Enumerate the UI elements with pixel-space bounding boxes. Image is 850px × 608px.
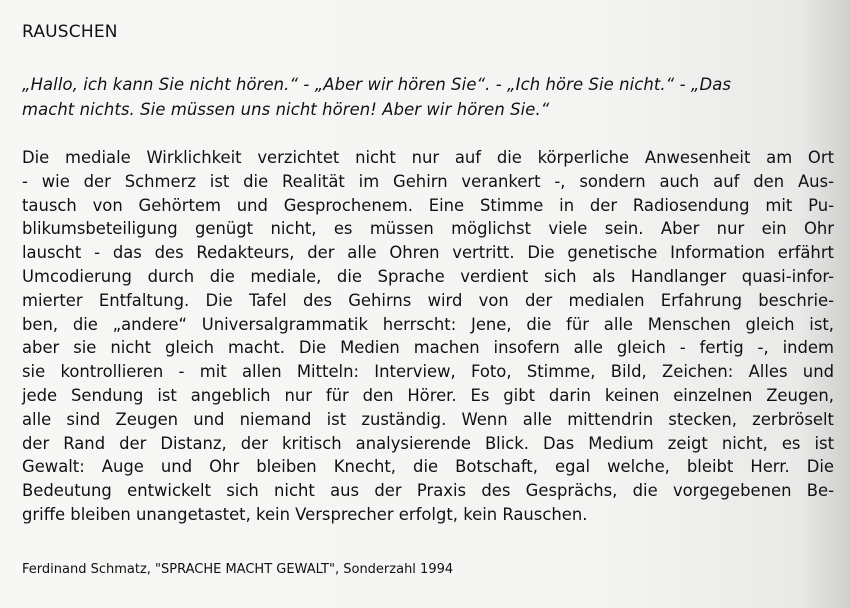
body-line: Umcodierung durch die mediale, die Sprache verdient sich als Handlanger quasi-infor-: [22, 266, 834, 286]
quote-line: „Hallo, ich kann Sie nicht hören.“ - „Aber wir hören Sie“. - „Ich höre Sie nicht.“ - „Das: [22, 75, 731, 94]
epigraph-quote: [22, 72, 830, 122]
body-line: Gewalt: Auge und Ohr bleiben Knecht, die Botschaft, egal welche, bleibt Herr. Die: [22, 457, 834, 477]
body-line: ben, die „andere“ Universalgrammatik herrscht: Jene, die für alle Menschen gleich ist,: [22, 314, 834, 334]
body-line: der Rand der Distanz, der kritisch analysierende Blick. Das Medium zeigt nicht, es ist: [22, 433, 834, 453]
body-line: tausch von Gehörtem und Gesprochenem. Eine Stimme in der Radiosendung mit Pu-: [22, 195, 834, 215]
body-line: blikumsbeteiligung genügt nicht, es müssen möglichst viele sein. Aber nur ein Ohr: [22, 219, 834, 239]
body-line: sie kontrollieren - mit allen Mitteln: Interview, Foto, Stimme, Bild, Zeichen: Alles und: [22, 362, 834, 382]
body-line: Bedeutung entwickelt sich nicht aus der Praxis des Gesprächs, die vorgegebenen Be-: [22, 481, 834, 501]
quote-line: macht nichts. Sie müssen uns nicht hören! Aber wir hören Sie.“: [22, 100, 550, 119]
body-paragraph: [22, 146, 834, 527]
source-citation: Ferdinand Schmatz, "SPRACHE MACHT GEWALT", Sonderzahl 1994: [22, 562, 454, 577]
body-line: alle sind Zeugen und niemand ist zuständig. Wenn alle mittendrin stecken, zerbröselt: [22, 409, 834, 429]
body-line: jede Sendung ist angeblich nur für den Hörer. Es gibt darin keinen einzelnen Zeugen,: [22, 385, 834, 405]
body-line: - wie der Schmerz ist die Realität im Gehirn verankert -, sondern auch auf den Aus-: [22, 171, 834, 191]
body-line: aber sie nicht gleich macht. Die Medien machen insofern alle gleich - fertig -, indem: [22, 338, 834, 358]
body-line: mierter Entfaltung. Die Tafel des Gehirns wird von der medialen Erfahrung beschrie-: [22, 290, 834, 310]
body-line: griffe bleiben unangetastet, kein Versprecher erfolgt, kein Rauschen.: [22, 504, 588, 524]
body-line: Die mediale Wirklichkeit verzichtet nicht nur auf die körperliche Anwesenheit am Ort: [22, 148, 834, 167]
body-line: lauscht - das des Redakteurs, der alle Ohren vertritt. Die genetische Information erfährt: [22, 243, 834, 263]
page-title: RAUSCHEN: [22, 22, 118, 42]
